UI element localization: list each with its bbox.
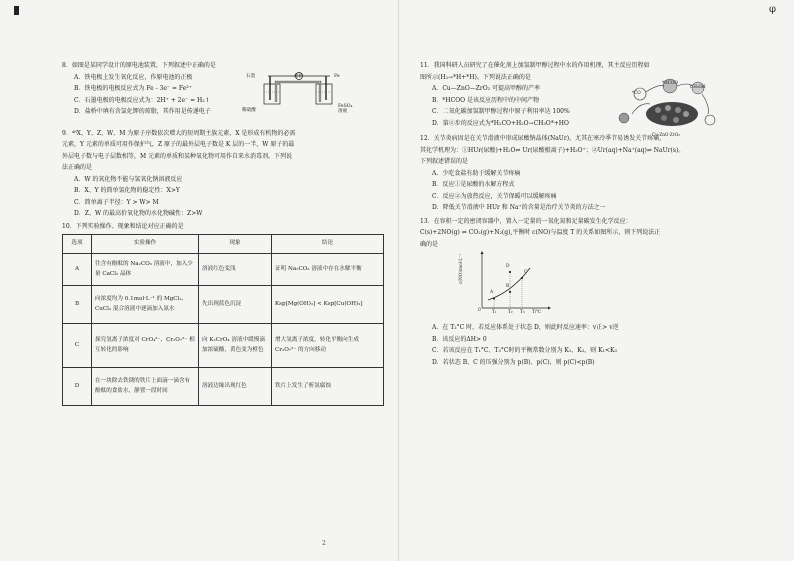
header-phenomenon: 现象: [199, 235, 272, 254]
q12-line-1: 12．关节炎病因是在关节滑液中形成尿酸钠晶体(NaUr)，尤其在寒冷季节易诱发关节疼痛，: [420, 135, 666, 142]
header-operation: 实验操作: [92, 235, 199, 254]
q8-stem: 8．如图是某同学设计的原电池装置，下列叙述中正确的是: [62, 62, 216, 69]
row-option: A: [63, 254, 92, 286]
q12-option-b: B．反应①是尿酸的水解方程式: [432, 181, 515, 188]
corner-mark: [14, 6, 19, 15]
header-conclusion: 结论: [272, 235, 384, 254]
q9-option-a: A．W 的氧化物不能与氢氧化钠溶液反应: [74, 175, 183, 183]
q9-line-1: 9．⁴⁸X、Y、Z、W、M 为原子序数依次增大的短周期主族元素，X 是形成有机物的必需: [62, 129, 296, 137]
header-option: 选项: [63, 235, 92, 254]
q13-option-b: B．该反应的ΔH> 0: [432, 335, 487, 343]
row-option: D: [63, 368, 92, 406]
q9-option-c: C．简单离子半径：Y > W> M: [74, 198, 159, 206]
q13-option-a: A．在 T₂°C 时，若反应体系处于状态 D，则此时反应速率：v正> v逆: [432, 324, 619, 331]
graph-label-a: A: [490, 290, 494, 295]
row-operation: 探究氢离子浓度对 CrO₄²⁻、Cr₂O₇²⁻ 相互转化的影响: [92, 324, 199, 368]
row-phenomenon: 向 K₂CrO₄ 溶液中缓慢滴加浓硫酸，黄色变为橙色: [199, 324, 272, 368]
q12-option-c: C．反应②为放热反应，关节保暖可以缓解疼痛: [432, 192, 557, 200]
q9-line-4: 法正确的是: [62, 164, 93, 171]
label-salt-bridge: 盐桥: [294, 73, 304, 79]
row-phenomenon: 先出现蓝色沉淀: [199, 286, 272, 324]
q13-line-2: C(s)+2NO(g) ⇌ CO₂(g)+N₂(g),平衡时 c(NO)与温度 T 的关系如图所示，则下列说法正: [420, 229, 661, 236]
q12-option-d: D．降低关节滑液中 HUr 和 Na⁺的含量是治疗关节炎的方法之一: [432, 204, 606, 211]
question-8: [62, 60, 384, 126]
q11-option-c: C．二氧化碳加氢制甲醇过程中原子利用率达 100%: [432, 108, 570, 115]
q11-line-2: 图所示(H₂→*H+*H)。下列说法正确的是: [420, 73, 531, 81]
q8-option-b: B．铁电极的电极反应式为 Fe - 3e⁻ = Fe³⁺: [74, 85, 192, 92]
q9-option-b: B．X、Y 的简单氢化物的稳定性：X>Y: [74, 187, 180, 194]
page-number: 2: [322, 540, 326, 547]
table-row: [63, 324, 384, 368]
graph-xtick-t2: T₂: [508, 310, 513, 315]
q11-option-d: D．第④步的反应式为*H₂CO+H₂O→CH₃O*+HO: [432, 119, 569, 127]
graph-origin: 0: [478, 308, 481, 313]
label-feso4: FeSO₄溶液: [338, 103, 353, 114]
label-fe: Fe: [334, 73, 340, 79]
q9-line-2: 元素，Y 元素的单质可用作保护气，Z 原子的最外层电子数是 K 层的一半，W 原子的最: [62, 141, 295, 148]
row-conclusion: Ksp[Mg(OH)₂] < Ksp[Cu(OH)₂]: [272, 286, 384, 324]
question-13: [420, 216, 750, 369]
row-operation: 在一块除去铁锈的铁片上面滴一滴含有酚酞的食盐水，静置一段时间: [92, 368, 199, 406]
graph-label-c: C: [524, 270, 528, 275]
label-dilute-h2so4: 稀硫酸: [242, 107, 256, 113]
label-graphite: 石墨: [246, 73, 256, 79]
row-phenomenon: 溶液红色变浅: [199, 254, 272, 286]
left-column: [62, 60, 384, 407]
corner-symbol: φ: [768, 4, 776, 15]
label-co: *CO: [632, 90, 641, 95]
q11-line-1: 11．我国科研人员研究了在催化剂上加氢制甲醇过程中水的作用机理，其主反应历程如: [420, 62, 650, 69]
table-row: [63, 368, 384, 406]
table-row: [63, 286, 384, 324]
question-12: [420, 133, 750, 214]
row-option: B: [63, 286, 92, 324]
row-conclusion: 增大氢离子浓度，转化平衡向生成 Cr₂O₇²⁻ 的方向移动: [272, 324, 384, 368]
q8-option-d: D．盐桥中填有含氯化钾的琼脂，其作用是传递电子: [74, 108, 211, 115]
label-catalyst: Cu-ZnO-ZrO₂: [652, 132, 680, 137]
q13-option-d: D．若状态 B、C 的压强分别为 p(B)、p(C)，则 p(C)<p(B): [432, 358, 595, 366]
right-column: [420, 60, 750, 369]
q8-option-a: A．铁电极上发生氧化反应，作原电池的正极: [74, 73, 193, 81]
graph-ylabel: c(NO)/mol·L⁻¹: [458, 254, 463, 284]
row-operation: 往含有酚酞的 Na₂CO₃ 溶液中，加入少量 CaCl₂ 晶体: [92, 254, 199, 286]
graph-label-d: D: [506, 264, 510, 269]
experiment-table: [62, 234, 384, 406]
row-conclusion: 铁片上发生了析氢腐蚀: [272, 368, 384, 406]
q9-option-d: D．Z、W 的最高价氧化物的水化物碱性：Z>W: [74, 210, 203, 217]
label-ch3oh: CH₃OH: [690, 84, 706, 89]
question-9: [62, 128, 384, 220]
q13-line-1: 13．在容积一定的密闭容器中，置入一定量的一氧化氮和足量碳发生化学反应：: [420, 217, 632, 225]
graph-xtick-t3: T₃: [520, 310, 525, 315]
row-phenomenon: 溶液边缘出现红色: [199, 368, 272, 406]
question-10: [62, 221, 384, 407]
q9-line-3: 外层电子数与电子层数相等，M 元素的单质和某种氧化物可用作自来水消毒剂。下列说: [62, 152, 293, 160]
q12-line-2: 其化学机理为：①HUr(尿酸)+H₂O⇌ Ur(尿酸根离子)+H₃O⁺；②Ur(aq)+Na⁺(aq)⇌ NaUr(s)。: [420, 146, 685, 154]
label-hcoo: *HCOO: [662, 80, 678, 85]
row-operation: 向浓度均为 0.1mol·L⁻¹ 的 MgCl₂、CuCl₂ 混合溶液中逐滴加入氨水: [92, 286, 199, 324]
question-11: [420, 60, 750, 137]
page-fold: [398, 0, 399, 561]
table-header-row: [63, 235, 384, 254]
table-row: [63, 254, 384, 286]
q13-graph: [420, 250, 750, 322]
q11-option-a: A．Cu—ZnO—ZrO₂ 可提高甲醇的产率: [432, 85, 541, 92]
q13-line-3: 确的是: [420, 240, 439, 248]
q12-option-a: A．少吃食盐有助于缓解关节疼痛: [432, 169, 521, 177]
q13-option-c: C．若该反应在 T₁°C、T₃°C时的平衡常数分别为 K₁、K₃，则 K₁<K₃: [432, 347, 617, 354]
row-conclusion: 证明 Na₂CO₃ 溶液中存在水解平衡: [272, 254, 384, 286]
q10-stem: 10．下列实验操作、现象和结论对应正确的是: [62, 222, 184, 230]
q11-option-b: B．*HCOO 是该反应历程中的中间产物: [432, 96, 539, 104]
graph-xtick-t1: T₁: [492, 310, 497, 315]
graph-label-b: B: [506, 284, 510, 289]
q12-line-3: 下列叙述错误的是: [420, 158, 469, 165]
c-no-vs-t-graph: [472, 250, 552, 316]
row-option: C: [63, 324, 92, 368]
q8-option-c: C．石墨电极的电极反应式为：2H⁺ + 2e⁻ = H₂↑: [74, 96, 210, 104]
graph-xlabel: T/℃: [532, 310, 542, 315]
